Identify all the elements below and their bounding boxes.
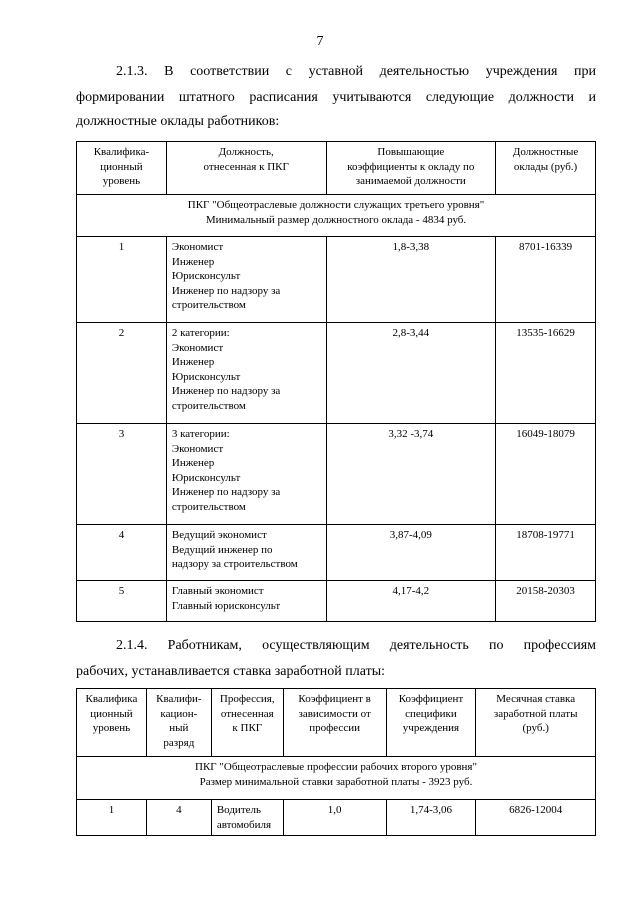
row-level: 5	[77, 581, 167, 622]
row-salary: 16049-18079	[496, 424, 596, 525]
section-2-1-4-line1: 2.1.4. Работникам, осуществляющим деятельность по профессиям	[116, 638, 596, 653]
row-positions: Главный экономист Главный юрисконсульт	[166, 581, 326, 622]
row-institution-coefficient: 1,74-3,06	[386, 800, 476, 836]
table-row	[77, 424, 596, 525]
row-level: 2	[77, 323, 167, 424]
header-salary: Должностные оклады (руб.)	[496, 142, 596, 195]
positions-table	[76, 141, 596, 622]
row-coefficient: 3,87-4,09	[326, 525, 496, 581]
section-2-1-3-line2: формировании штатного расписания учитываются следующие должности и	[76, 90, 596, 105]
group-title: ПКГ "Общеотраслевые профессии рабочих второго уровня" Размер минимальной ставки заработной платы - 3923 руб.	[77, 757, 596, 800]
row-level: 3	[77, 424, 167, 525]
page-number: 7	[316, 34, 324, 49]
row-level: 1	[77, 237, 167, 323]
header-qualification-level: Квалифика- ционный уровень	[77, 142, 167, 195]
row-salary: 13535-16629	[496, 323, 596, 424]
header-qualification-level: Квалифика ционный уровень	[77, 689, 147, 757]
row-positions: 3 категории: Экономист Инженер Юрисконсульт Инженер по надзору за строительством	[166, 424, 326, 525]
workers-table-group-row	[77, 757, 596, 800]
table-row	[77, 581, 596, 622]
table-row	[77, 525, 596, 581]
row-positions: 2 категории: Экономист Инженер Юрисконсульт Инженер по надзору за строительством	[166, 323, 326, 424]
workers-table	[76, 688, 596, 836]
header-coefficients: Повышающие коэффициенты к окладу по занимаемой должности	[326, 142, 496, 195]
row-coefficient: 2,8-3,44	[326, 323, 496, 424]
workers-table-header	[77, 689, 596, 757]
row-positions: Экономист Инженер Юрисконсульт Инженер по надзору за строительством	[166, 237, 326, 323]
row-coefficient: 4,17-4,2	[326, 581, 496, 622]
row-level: 1	[77, 800, 147, 836]
header-qualification-grade: Квалифи- кацион- ный разряд	[146, 689, 211, 757]
header-institution-coefficient: Коэффициент специфики учреждения	[386, 689, 476, 757]
section-2-1-4-line2: рабочих, устанавливается ставка заработной платы:	[76, 664, 386, 679]
row-monthly-rate: 6826-12004	[476, 800, 596, 836]
row-salary: 20158-20303	[496, 581, 596, 622]
header-monthly-rate: Месячная ставка заработной платы (руб.)	[476, 689, 596, 757]
table-row	[77, 237, 596, 323]
positions-table-group-row	[77, 195, 596, 237]
row-grade: 4	[146, 800, 211, 836]
table-row	[77, 323, 596, 424]
table-row	[77, 800, 596, 836]
row-profession: Водитель автомобиля	[211, 800, 283, 836]
row-level: 4	[77, 525, 167, 581]
row-positions: Ведущий экономист Ведущий инженер по надзору за строительством	[166, 525, 326, 581]
row-coefficient: 1,8-3,38	[326, 237, 496, 323]
header-profession-coefficient: Коэффициент в зависимости от профессии	[283, 689, 386, 757]
section-2-1-3-line1: 2.1.3. В соответствии с уставной деятельностью учреждения при	[116, 64, 596, 79]
header-profession: Профессия, отнесенная к ПКГ	[211, 689, 283, 757]
row-profession-coefficient: 1,0	[283, 800, 386, 836]
header-position: Должность, отнесенная к ПКГ	[166, 142, 326, 195]
group-title: ПКГ "Общеотраслевые должности служащих третьего уровня" Минимальный размер должностного оклада - 4834 руб.	[77, 195, 596, 237]
row-salary: 18708-19771	[496, 525, 596, 581]
row-salary: 8701-16339	[496, 237, 596, 323]
positions-table-header	[77, 142, 596, 195]
row-coefficient: 3,32 -3,74	[326, 424, 496, 525]
section-2-1-3-line3: должностные оклады работников:	[76, 114, 280, 129]
